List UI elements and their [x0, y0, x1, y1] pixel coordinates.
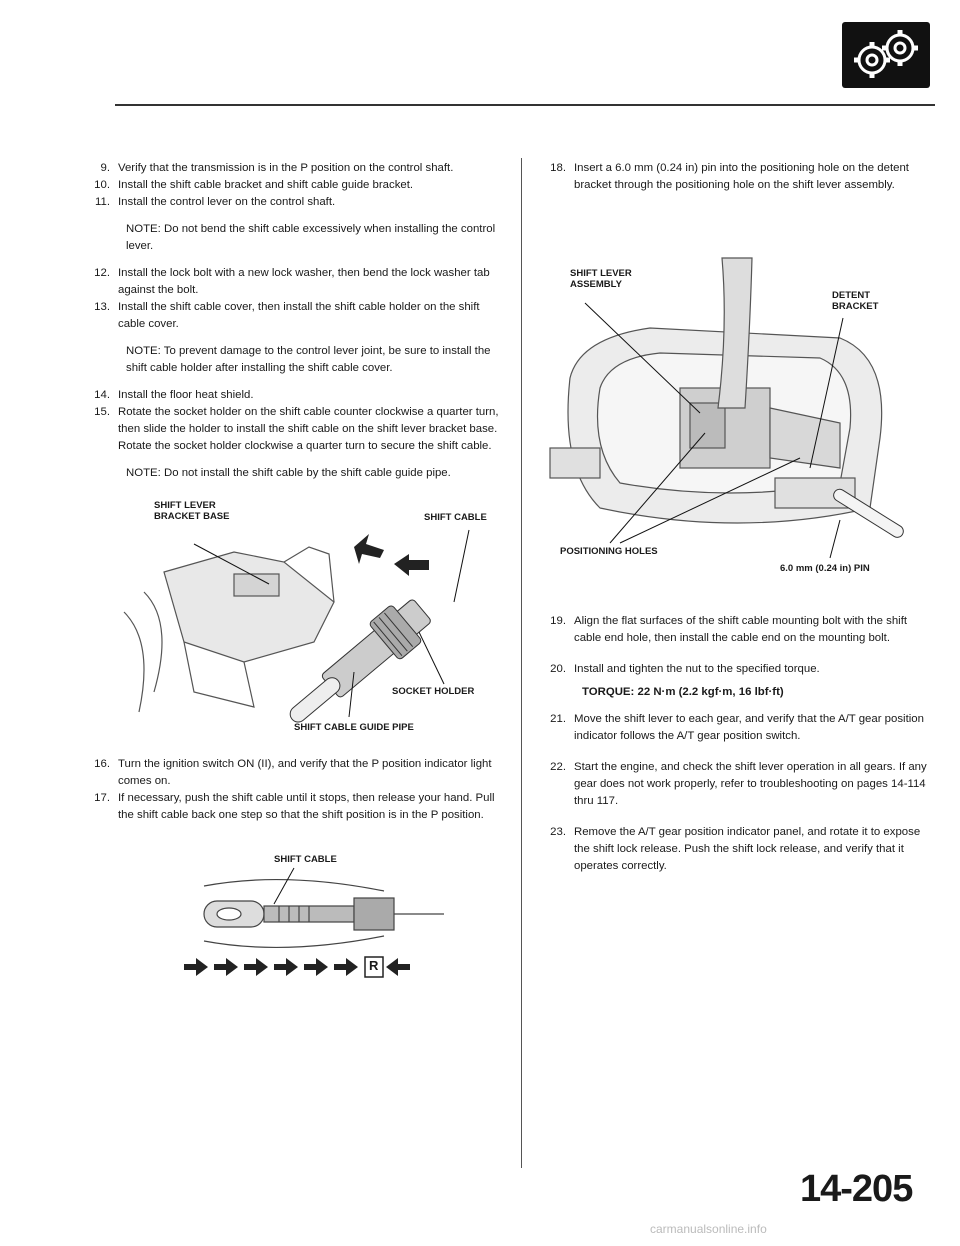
step-list	[540, 613, 930, 678]
step-item: 23. Remove the A/T gear position indicator panel, and rotate it to expose the shift lock release. Push the shift lock release, and verify that it operates correctly.	[550, 826, 921, 872]
note: NOTE: Do not install the shift cable by the shift cable guide pipe.	[126, 467, 451, 479]
left-column	[84, 160, 504, 986]
label-socket-holder: SOCKET HOLDER	[392, 686, 475, 697]
note: NOTE: To prevent damage to the control lever joint, be sure to install the shift cable holder after installing the shift cable cover.	[126, 345, 491, 374]
header-rule	[115, 104, 935, 106]
step-list	[84, 387, 504, 455]
slide-arrow-icon	[394, 554, 429, 576]
step-item: 10. Install the shift cable bracket and shift cable guide bracket.	[94, 179, 414, 191]
right-column	[540, 160, 930, 875]
step-list	[84, 756, 504, 824]
step-list	[84, 265, 504, 333]
label-positioning-holes: POSITIONING HOLES	[560, 546, 658, 557]
step-item: 20. Install and tighten the nut to the specified torque.	[550, 663, 820, 675]
step-item: 14. Install the floor heat shield.	[94, 389, 254, 401]
step-list	[84, 160, 504, 211]
step-item: 12. Install the lock bolt with a new lock washer, then bend the lock washer tab against the bolt.	[94, 267, 490, 296]
step-item: 9. Verify that the transmission is in the P position on the control shaft.	[100, 162, 454, 174]
note: NOTE: Do not bend the shift cable excessively when installing the control lever.	[126, 223, 496, 252]
shift-lever-bracket-illustration	[84, 492, 504, 742]
figure-shift-cable-holder	[84, 492, 504, 742]
page-number: 14-205	[800, 1168, 913, 1210]
figure-positioning-holes	[540, 208, 930, 603]
step-list	[540, 160, 930, 194]
step-list	[540, 711, 930, 875]
step-item: 17. If necessary, push the shift cable until it stops, then release your hand. Pull the shift cable back one step so that the shift position is in the P position.	[94, 792, 495, 821]
footer-watermark: carmanualsonline.info	[650, 1222, 767, 1236]
label-shift-cable-guide-pipe: SHIFT CABLE GUIDE PIPE	[294, 722, 414, 733]
label-position-letter: R	[369, 958, 379, 973]
rotate-arrow-icon	[354, 534, 384, 564]
step-item: 21. Move the shift lever to each gear, and verify that the A/T gear position indicator follows the A/T gear position switch.	[550, 713, 924, 742]
gear-logo-icon	[842, 22, 930, 88]
figure-shift-cable-position	[84, 836, 504, 986]
step-item: 13. Install the shift cable cover, then install the shift cable holder on the shift cable cover.	[94, 301, 480, 330]
label-detent-bracket: DETENT BRACKET	[832, 290, 879, 312]
label-pin: 6.0 mm (0.24 in) PIN	[780, 563, 870, 574]
label-shift-lever-bracket-base: SHIFT LEVER BRACKET BASE	[154, 500, 230, 522]
step-item: 22. Start the engine, and check the shift lever operation in all gears. If any gear does not work properly, refer to troubleshooting on pages 14-114 thru 117.	[550, 761, 927, 807]
torque-spec: TORQUE: 22 N·m (2.2 kgf·m, 16 lbf·ft)	[582, 686, 784, 698]
step-item: 16. Turn the ignition switch ON (II), and verify that the P position indicator light comes on.	[94, 758, 492, 787]
push-arrows-icon	[184, 958, 358, 976]
step-item: 19. Align the flat surfaces of the shift cable mounting bolt with the shift cable end hole, then install the cable end on the mounting bolt.	[550, 615, 908, 644]
label-shift-lever-assembly: SHIFT LEVER ASSEMBLY	[570, 268, 632, 290]
step-item: 15. Rotate the socket holder on the shift cable counter clockwise a quarter turn, then slide the holder to install the shift cable on the shift lever bracket base. Rotate the socket holder clockwise a quarter turn to secure the shift cable.	[94, 406, 499, 452]
column-divider	[521, 158, 522, 1168]
pull-arrow-icon	[386, 958, 410, 976]
label-shift-cable: SHIFT CABLE	[424, 512, 487, 523]
step-item: 11. Install the control lever on the control shaft.	[95, 196, 336, 208]
label-shift-cable: SHIFT CABLE	[274, 854, 337, 865]
step-item: 18. Insert a 6.0 mm (0.24 in) pin into the positioning hole on the detent bracket through the positioning hole on the shift lever assembly.	[550, 162, 909, 191]
